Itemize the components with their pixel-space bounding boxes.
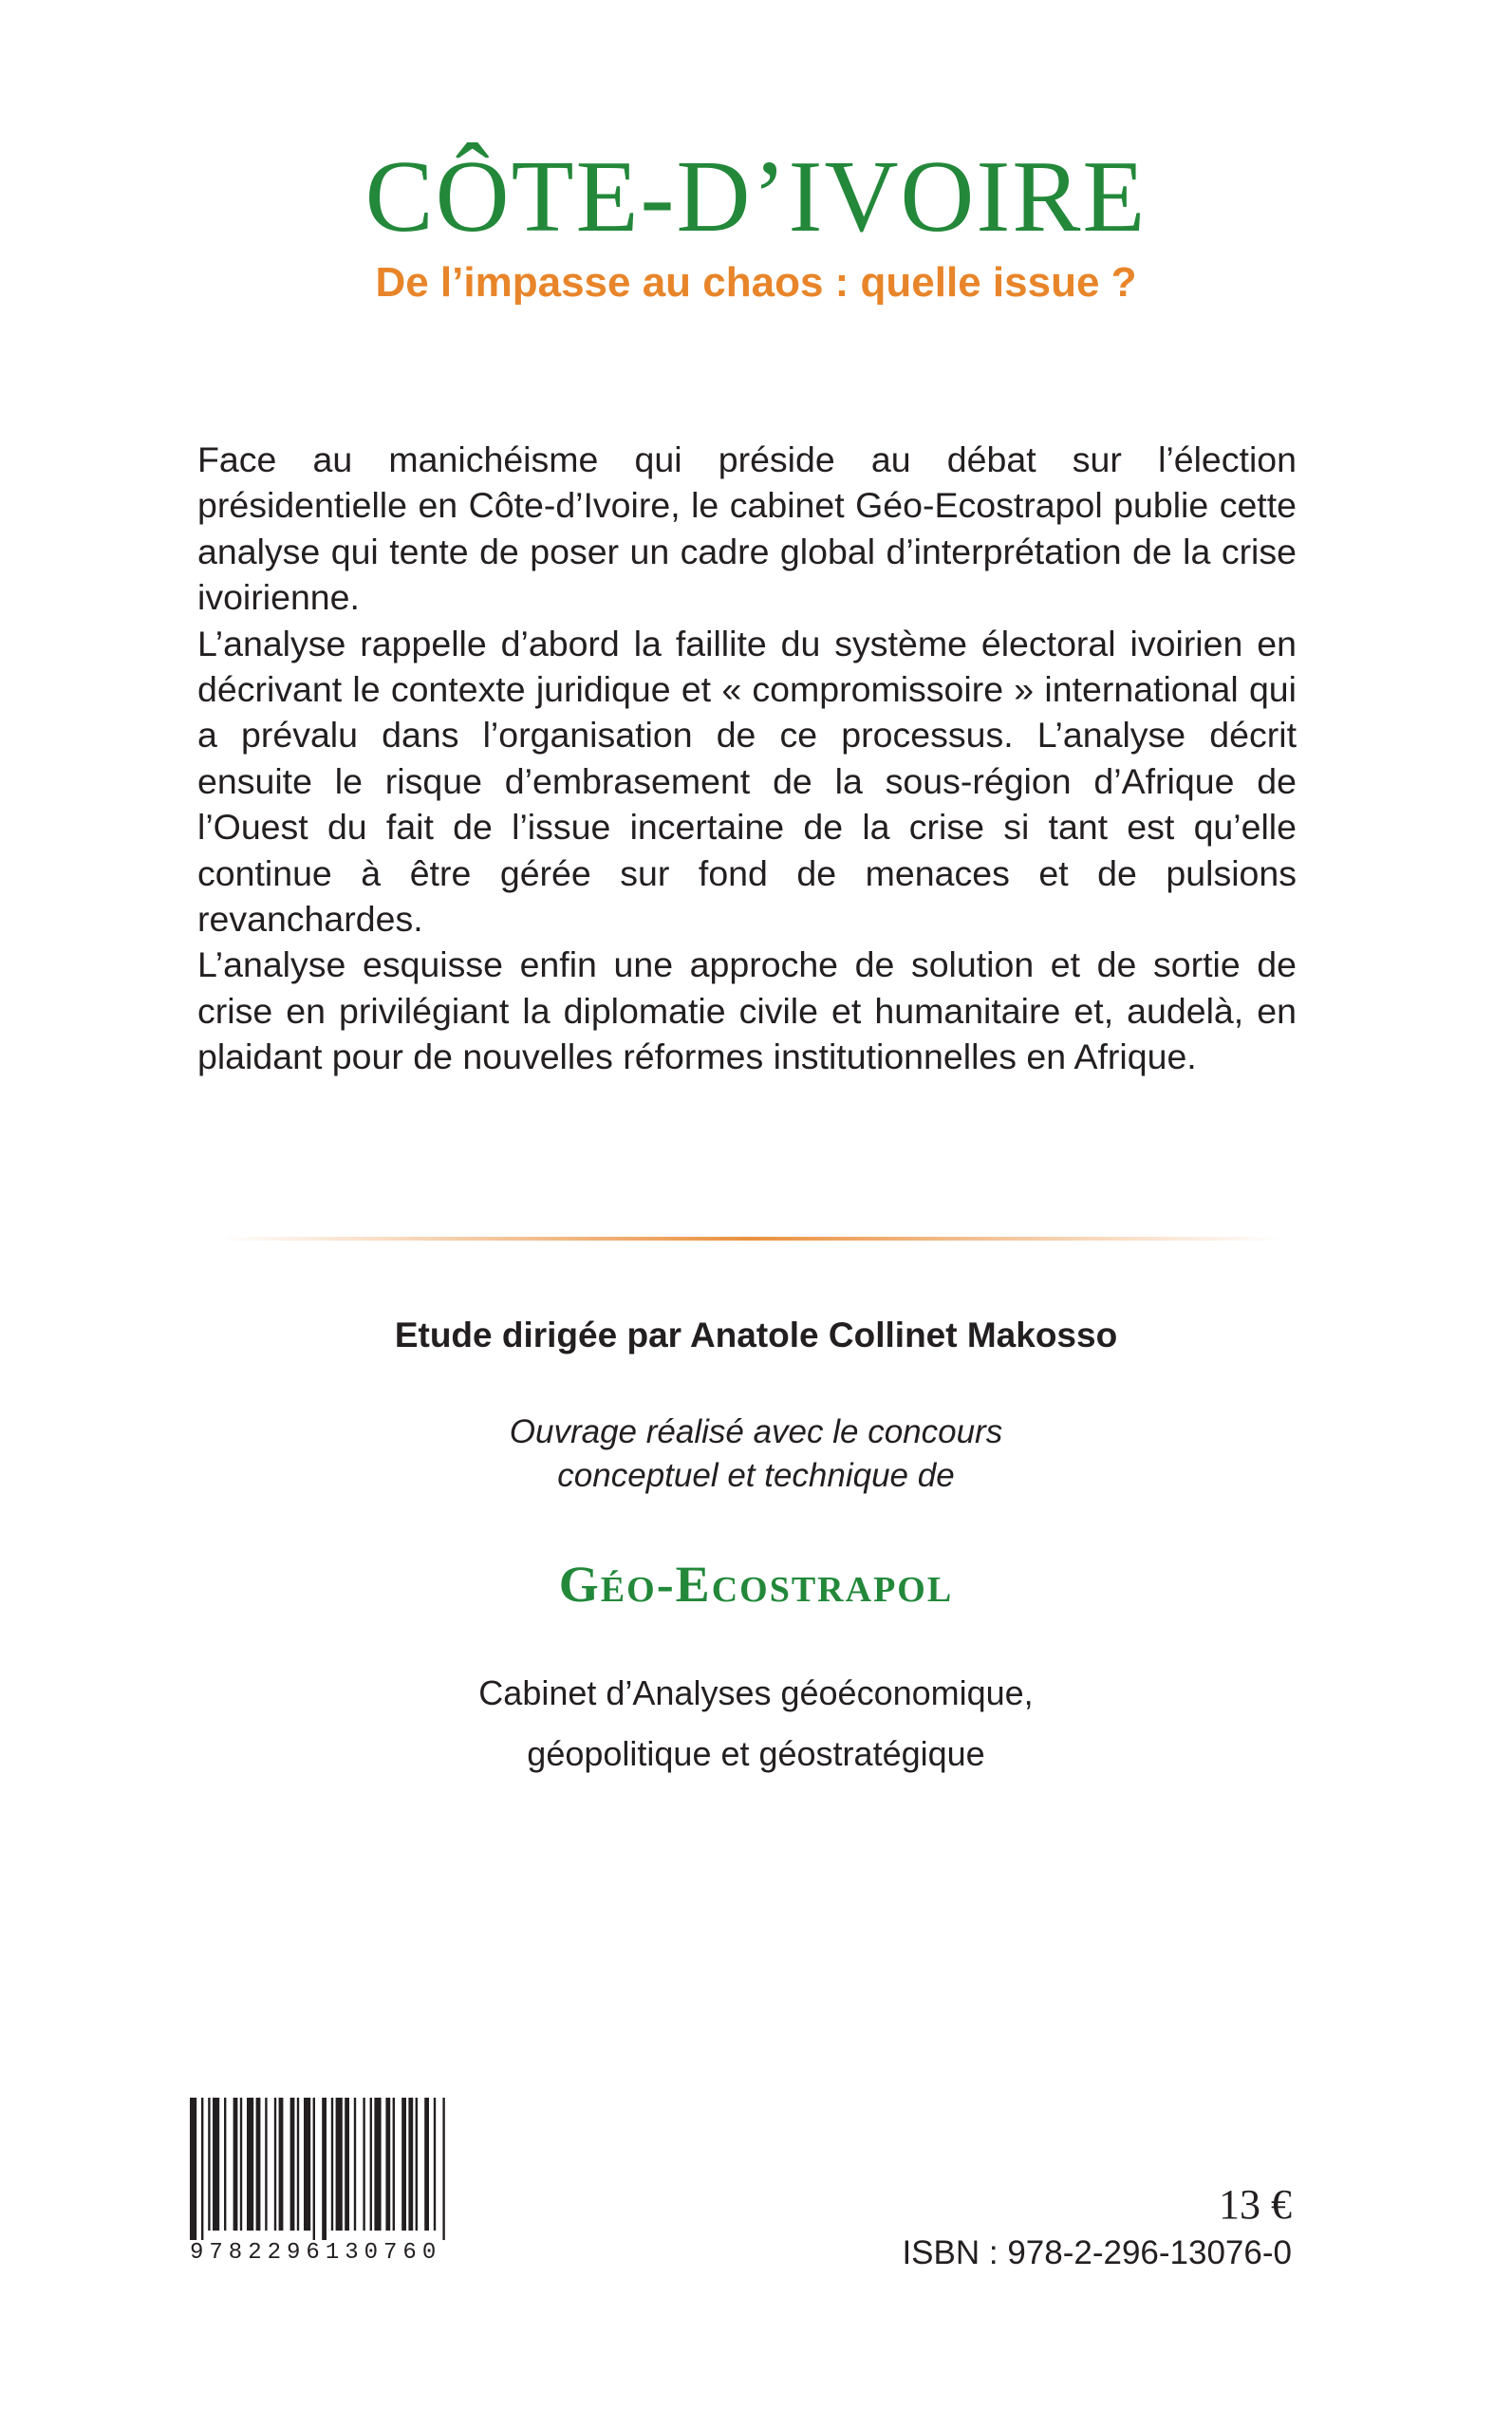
back-cover-summary	[197, 437, 1297, 1080]
cabinet-line: Cabinet d’Analyses géoéconomique,	[478, 1673, 1034, 1712]
contribution-line: Ouvrage réalisé avec le concours	[509, 1413, 1003, 1450]
isbn-label: ISBN : 978-2-296-13076-0	[902, 2234, 1292, 2271]
book-subtitle: De l’impasse au chaos : quelle issue ?	[375, 259, 1137, 306]
barcode-image	[190, 2098, 503, 2240]
publisher-brand: Géo-Ecostrapol	[558, 1556, 954, 1613]
section-divider	[218, 1237, 1281, 1241]
author-line: Etude dirigée par Anatole Collinet Makosso	[394, 1316, 1118, 1354]
summary-paragraph: L’analyse rappelle d’abord la faillite du système électoral ivoirien en décrivant le contexte juridique et « compromissoire » international qui a prévalu dans l’organisation de ce processus. L’analyse décrit ensuite le risque d’embrasement de la sous-région d’Afrique de l’Ouest du fait de l’issue incertaine de la crise si tant est qu’elle continue à être gérée sur fond de menaces et de pulsions revanchardes.	[197, 623, 1297, 940]
cabinet-line: géopolitique et géostratégique	[527, 1734, 985, 1773]
contribution-line: conceptuel et technique de	[557, 1457, 955, 1494]
barcode-digits: 9782296130760	[190, 2240, 442, 2266]
cabinet-description	[0, 1663, 1512, 1784]
price-label: 13 €	[1219, 2181, 1292, 2228]
book-title: CÔTE-D’IVOIRE	[364, 140, 1148, 253]
summary-paragraph: Face au manichéisme qui préside au débat sur l’élection présidentielle en Côte-d’Ivoire, le cabinet Géo-Ecostrapol publie cette analyse qui tente de poser un cadre global d’interprétation de la crise ivoirienne.	[197, 439, 1297, 618]
contribution-note	[0, 1410, 1512, 1498]
summary-paragraph: L’analyse esquisse enfin une approche de solution et de sortie de crise en privilégiant la diplomatie civile et humanitaire et, audelà, en plaidant pour de nouvelles réformes institutionnelles en Afrique.	[197, 944, 1297, 1077]
